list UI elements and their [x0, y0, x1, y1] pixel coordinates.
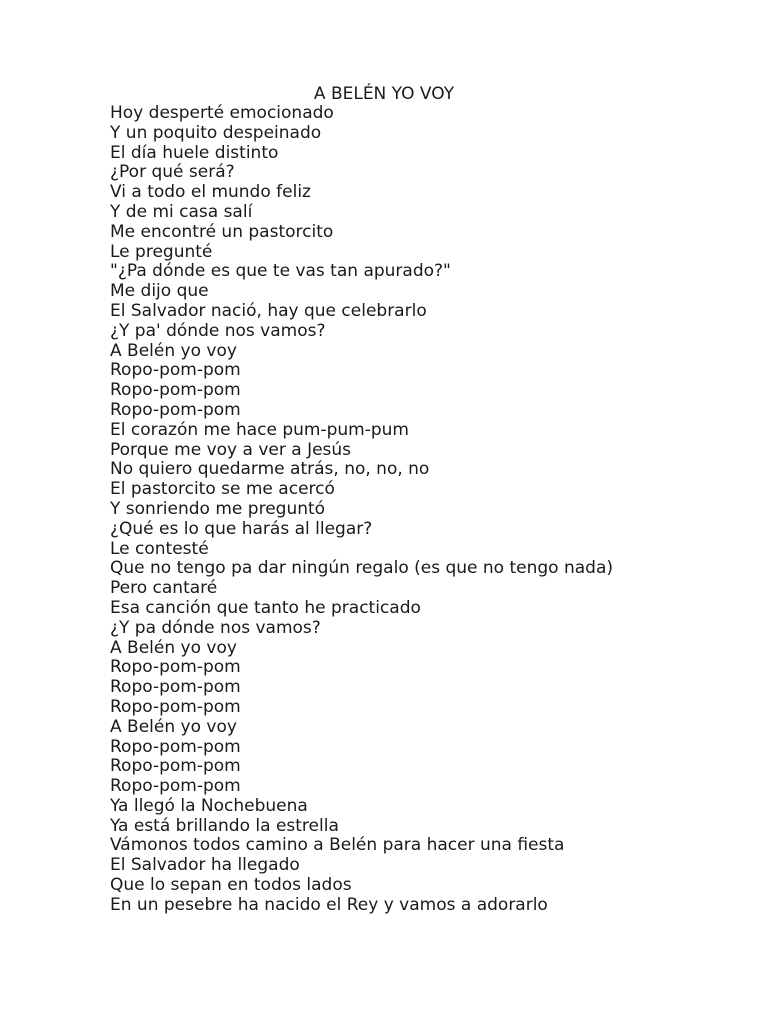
lyric-line: Hoy desperté emocionado: [110, 103, 334, 123]
lyric-line: El corazón me hace pum-pum-pum: [110, 419, 409, 440]
lyric-line: A Belén yo voy: [110, 716, 237, 737]
lyric-line: Ya llegó la Nochebuena: [110, 795, 308, 816]
lyric-line: ¿Y pa dónde nos vamos?: [110, 617, 321, 638]
lyric-line: Esa canción que tanto he practicado: [110, 597, 421, 618]
lyric-line: Ropo-pom-pom: [110, 677, 241, 698]
lyric-line: Ya está brillando la estrella: [110, 815, 339, 836]
lyric-line: Ropo-pom-pom: [110, 399, 241, 420]
lyric-line: Ropo-pom-pom: [110, 776, 241, 797]
lyric-line: Ropo-pom-pom: [110, 696, 241, 717]
lyric-line: ¿Y pa' dónde nos vamos?: [110, 320, 326, 341]
lyric-line: En un pesebre ha nacido el Rey y vamos a adorarlo: [110, 894, 548, 915]
lyric-line: El Salvador ha llegado: [110, 855, 300, 876]
lyric-line: Y un poquito despeinado: [110, 122, 322, 143]
lyric-line: Ropo-pom-pom: [110, 736, 241, 757]
lyric-line: Y sonriendo me preguntó: [110, 498, 326, 519]
lyric-line: Y de mi casa salí: [110, 201, 253, 222]
lyric-line: Ropo-pom-pom: [110, 756, 241, 777]
lyric-line: "¿Pa dónde es que te vas tan apurado?": [110, 261, 451, 282]
lyric-line: Que no tengo pa dar ningún regalo (es que no tengo nada): [110, 558, 614, 579]
lyric-line: ¿Qué es lo que harás al llegar?: [110, 518, 373, 539]
song-title: [0, 84, 768, 104]
lyric-line: ¿Por qué será?: [110, 162, 235, 183]
lyric-line: El Salvador nació, hay que celebrarlo: [110, 300, 427, 321]
lyric-line: A Belén yo voy: [110, 340, 237, 361]
lyric-line: Que lo sepan en todos lados: [110, 875, 352, 896]
lyric-line: Ropo-pom-pom: [110, 360, 241, 381]
lyrics-list: [110, 104, 613, 916]
lyric-line: Ropo-pom-pom: [110, 657, 241, 678]
lyric-line: Ropo-pom-pom: [110, 380, 241, 401]
lyric-line: Vámonos todos camino a Belén para hacer una fiesta: [110, 835, 565, 856]
lyric-line: Pero cantaré: [110, 578, 218, 599]
lyric-line: Le pregunté: [110, 241, 213, 262]
lyric-line: Le contesté: [110, 538, 209, 559]
lyric-line: No quiero quedarme atrás, no, no, no: [110, 459, 430, 480]
lyric-line: El pastorcito se me acercó: [110, 479, 335, 500]
lyric-line: A Belén yo voy: [110, 637, 237, 658]
lyric-line: Me dijo que: [110, 281, 209, 302]
lyric-line: El día huele distinto: [110, 142, 279, 163]
song-title-text: A BELÉN YO VOY: [313, 84, 455, 104]
lyric-line: Vi a todo el mundo feliz: [110, 182, 311, 203]
lyric-line: Porque me voy a ver a Jesús: [110, 439, 352, 460]
lyric-line: Me encontré un pastorcito: [110, 221, 334, 242]
